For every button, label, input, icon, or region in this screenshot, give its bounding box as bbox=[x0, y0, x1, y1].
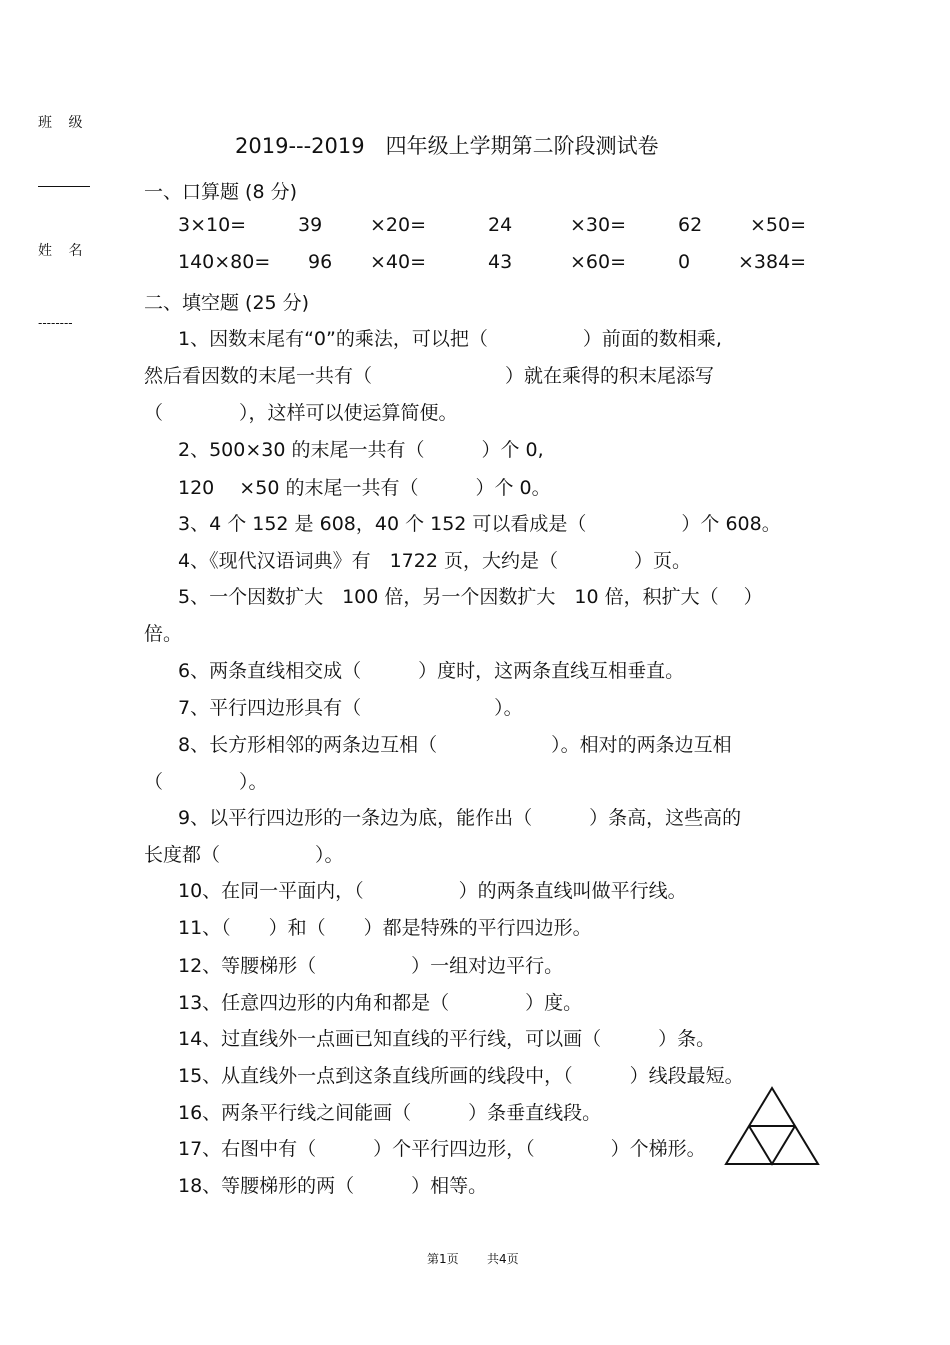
fill-line: 6、两条直线相交成（ ）度时，这两条直线互相垂直。 bbox=[178, 660, 685, 682]
fill-line: 120 ×50 的末尾一共有（ ）个 0。 bbox=[178, 477, 551, 499]
fill-line: 4、《现代汉语词典》有 1722 页，大约是（ ）页。 bbox=[178, 550, 691, 572]
oral-cell: ×30= bbox=[570, 214, 627, 236]
fill-line: 长度都（ ）。 bbox=[144, 844, 344, 866]
fill-line: 9、以平行四边形的一条边为底，能作出（ ）条高，这些高的 bbox=[178, 807, 742, 829]
oral-cell: 3×10= bbox=[178, 214, 247, 236]
fill-line: 18、等腰梯形的两（ ）相等。 bbox=[178, 1175, 488, 1197]
fill-line: 5、一个因数扩大 100 倍，另一个因数扩大 10 倍，积扩大（ ） bbox=[178, 586, 763, 608]
fill-line: 11、（ ）和（ ）都是特殊的平行四边形。 bbox=[178, 917, 592, 939]
fill-line: 17、右图中有（ ）个平行四边形，（ ）个梯形。 bbox=[178, 1138, 706, 1160]
oral-cell: ×20= bbox=[370, 214, 427, 236]
oral-cell: 62 bbox=[678, 214, 703, 236]
fill-line: 10、在同一平面内，（ ）的两条直线叫做平行线。 bbox=[178, 880, 687, 902]
fill-line: 2、500×30 的末尾一共有（ ）个 0, bbox=[178, 439, 544, 461]
footer-total: 共4页 bbox=[487, 1252, 519, 1266]
fill-line: 16、两条平行线之间能画（ ）条垂直线段。 bbox=[178, 1102, 602, 1124]
name-dashes: -------- bbox=[38, 316, 73, 330]
oral-cell: ×60= bbox=[570, 251, 627, 273]
section2-heading: 二、填空题 (25 分) bbox=[144, 292, 310, 314]
fill-line: 14、过直线外一点画已知直线的平行线，可以画（ ）条。 bbox=[178, 1028, 716, 1050]
section1-heading: 一、口算题 (8 分) bbox=[144, 181, 297, 203]
oral-cell: 24 bbox=[488, 214, 513, 236]
oral-cell: ×40= bbox=[370, 251, 427, 273]
name-label: 姓 名 bbox=[38, 243, 89, 259]
oral-cell: 140×80= bbox=[178, 251, 271, 273]
triangle-figure bbox=[722, 1084, 822, 1168]
fill-line: 8、长方形相邻的两条边互相（ ）。相对的两条边互相 bbox=[178, 734, 732, 756]
fill-line: 13、任意四边形的内角和都是（ ）度。 bbox=[178, 992, 583, 1014]
fill-line: 12、等腰梯形（ ）一组对边平行。 bbox=[178, 955, 564, 977]
oral-cell: 0 bbox=[678, 251, 691, 273]
fill-line: （ ），这样可以使运算简便。 bbox=[144, 402, 458, 424]
class-underline bbox=[38, 186, 90, 187]
inner-triangle bbox=[749, 1126, 795, 1164]
fill-line: 15、从直线外一点到这条直线所画的线段中，（ ）线段最短。 bbox=[178, 1065, 744, 1087]
fill-line: 7、平行四边形具有（ ）。 bbox=[178, 697, 523, 719]
fill-line: 倍。 bbox=[144, 623, 183, 645]
fill-line: 3、4 个 152 是 608，40 个 152 可以看成是（ ）个 608。 bbox=[178, 513, 781, 535]
class-label: 班 级 bbox=[38, 115, 89, 131]
page-title: 2019---2019 四年级上学期第二阶段测试卷 bbox=[235, 134, 659, 158]
oral-cell: 39 bbox=[298, 214, 323, 236]
oral-cell: ×384= bbox=[738, 251, 807, 273]
fill-line: 1、因数末尾有“0”的乘法，可以把（ ）前面的数相乘, bbox=[178, 328, 722, 350]
oral-cell: 43 bbox=[488, 251, 513, 273]
oral-cell: 96 bbox=[308, 251, 333, 273]
fill-line: 然后看因数的末尾一共有（ ）就在乘得的积末尾添写 bbox=[144, 365, 715, 387]
footer-page: 第1页 bbox=[427, 1252, 459, 1266]
fill-line: （ ）。 bbox=[144, 771, 268, 793]
oral-cell: ×50= bbox=[750, 214, 807, 236]
